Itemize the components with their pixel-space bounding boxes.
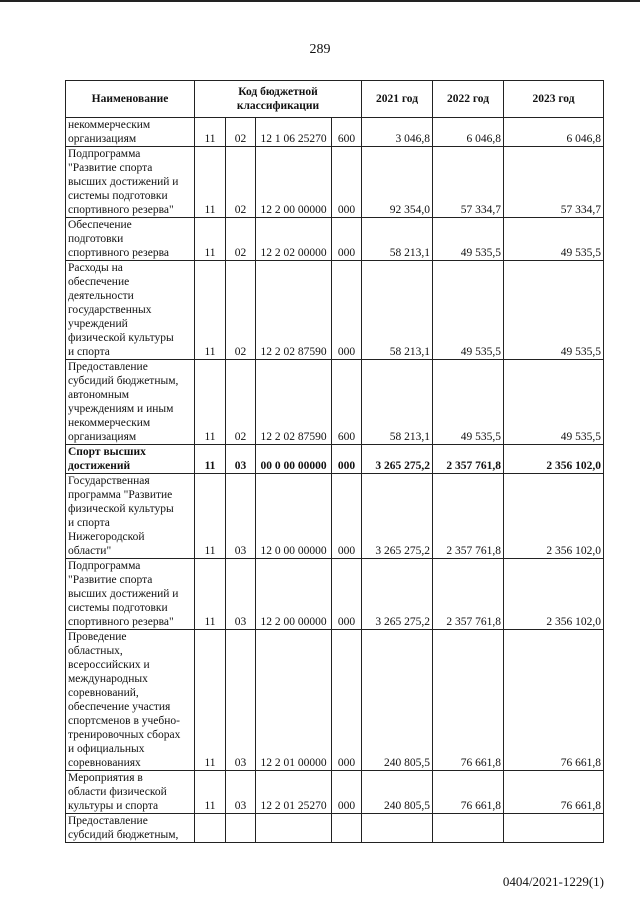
value-2023: 49 535,5 — [504, 261, 604, 360]
value-2022: 6 046,8 — [433, 118, 504, 147]
table-row — [66, 814, 604, 843]
code-subsection: 02 — [226, 118, 256, 147]
value-2021: 58 213,1 — [362, 360, 433, 445]
code-subsection: 02 — [226, 261, 256, 360]
value-2022: 57 334,7 — [433, 147, 504, 218]
code-target — [256, 814, 332, 843]
table-row — [66, 474, 604, 559]
code-expense-type: 600 — [332, 360, 362, 445]
code-target: 12 2 02 87590 — [256, 360, 332, 445]
value-2021: 3 046,8 — [362, 118, 433, 147]
document-code: 0404/2021-1229(1) — [502, 874, 604, 889]
value-2023: 49 535,5 — [504, 218, 604, 261]
code-subsection: 03 — [226, 559, 256, 630]
code-subsection: 02 — [226, 360, 256, 445]
code-section: 11 — [195, 147, 226, 218]
value-2023: 2 356 102,0 — [504, 474, 604, 559]
table-row — [66, 147, 604, 218]
row-name: Подпрограмма "Развитие спорта высших достижений и системы подготовки спортивного резерва" — [66, 559, 195, 630]
table-row — [66, 559, 604, 630]
row-name: Предоставление субсидий бюджетным, — [66, 814, 195, 843]
value-2023: 49 535,5 — [504, 360, 604, 445]
value-2021: 3 265 275,2 — [362, 474, 433, 559]
code-subsection: 03 — [226, 445, 256, 474]
value-2021: 92 354,0 — [362, 147, 433, 218]
code-subsection: 02 — [226, 218, 256, 261]
value-2022: 2 357 761,8 — [433, 559, 504, 630]
value-2021: 58 213,1 — [362, 218, 433, 261]
value-2021: 3 265 275,2 — [362, 445, 433, 474]
row-name: Подпрограмма "Развитие спорта высших достижений и системы подготовки спортивного резерва" — [66, 147, 195, 218]
code-section — [195, 814, 226, 843]
code-expense-type: 000 — [332, 445, 362, 474]
code-section: 11 — [195, 771, 226, 814]
code-expense-type: 000 — [332, 630, 362, 771]
value-2023: 2 356 102,0 — [504, 445, 604, 474]
row-name: некоммерческим организациям — [66, 118, 195, 147]
code-target: 12 2 00 00000 — [256, 147, 332, 218]
header-code: Код бюджетной классификации — [195, 81, 362, 118]
code-expense-type: 000 — [332, 218, 362, 261]
value-2021: 240 805,5 — [362, 630, 433, 771]
code-section: 11 — [195, 261, 226, 360]
code-target: 12 0 00 00000 — [256, 474, 332, 559]
code-section: 11 — [195, 474, 226, 559]
code-subsection: 03 — [226, 771, 256, 814]
code-expense-type: 000 — [332, 147, 362, 218]
page-number: 289 — [309, 42, 331, 57]
code-subsection: 03 — [226, 474, 256, 559]
row-name: Спорт высших достижений — [66, 445, 195, 474]
code-expense-type — [332, 814, 362, 843]
row-name: Обеспечение подготовки спортивного резерва — [66, 218, 195, 261]
budget-table — [65, 80, 604, 843]
value-2022: 76 661,8 — [433, 771, 504, 814]
table-row — [66, 118, 604, 147]
code-subsection — [226, 814, 256, 843]
header-row — [66, 81, 604, 118]
code-section: 11 — [195, 218, 226, 261]
header-name: Наименование — [66, 81, 195, 118]
row-name: Мероприятия в области физической культуры и спорта — [66, 771, 195, 814]
value-2023: 2 356 102,0 — [504, 559, 604, 630]
table-row — [66, 360, 604, 445]
code-section: 11 — [195, 118, 226, 147]
value-2021: 3 265 275,2 — [362, 559, 433, 630]
code-expense-type: 000 — [332, 474, 362, 559]
value-2022: 49 535,5 — [433, 261, 504, 360]
value-2023: 76 661,8 — [504, 630, 604, 771]
value-2023: 6 046,8 — [504, 118, 604, 147]
code-target: 12 2 02 00000 — [256, 218, 332, 261]
code-target: 12 2 01 25270 — [256, 771, 332, 814]
value-2023: 57 334,7 — [504, 147, 604, 218]
value-2022: 76 661,8 — [433, 630, 504, 771]
code-target: 12 2 01 00000 — [256, 630, 332, 771]
code-subsection: 03 — [226, 630, 256, 771]
code-section: 11 — [195, 360, 226, 445]
code-section: 11 — [195, 559, 226, 630]
value-2021: 240 805,5 — [362, 771, 433, 814]
value-2021 — [362, 814, 433, 843]
top-rule — [0, 0, 640, 2]
table-row — [66, 445, 604, 474]
value-2021: 58 213,1 — [362, 261, 433, 360]
table-body — [66, 118, 604, 843]
table-row — [66, 771, 604, 814]
header-2023: 2023 год — [504, 81, 604, 118]
code-expense-type: 000 — [332, 261, 362, 360]
value-2023 — [504, 814, 604, 843]
row-name: Предоставление субсидий бюджетным, автономным учреждениям и иным некоммерческим организациям — [66, 360, 195, 445]
table-row — [66, 630, 604, 771]
code-subsection: 02 — [226, 147, 256, 218]
row-name: Проведение областных, всероссийских и международных соревнований, обеспечение участия спортсменов в учебно- тренировочных сборах и официальных соревнованиях — [66, 630, 195, 771]
value-2022: 49 535,5 — [433, 360, 504, 445]
code-target: 00 0 00 00000 — [256, 445, 332, 474]
row-name: Государственная программа "Развитие физической культуры и спорта Нижегородской области" — [66, 474, 195, 559]
code-section: 11 — [195, 630, 226, 771]
value-2022: 2 357 761,8 — [433, 445, 504, 474]
code-target: 12 2 02 87590 — [256, 261, 332, 360]
value-2023: 76 661,8 — [504, 771, 604, 814]
table-row — [66, 218, 604, 261]
value-2022: 2 357 761,8 — [433, 474, 504, 559]
code-target: 12 2 00 00000 — [256, 559, 332, 630]
code-target: 12 1 06 25270 — [256, 118, 332, 147]
value-2022: 49 535,5 — [433, 218, 504, 261]
code-expense-type: 000 — [332, 771, 362, 814]
code-section: 11 — [195, 445, 226, 474]
code-expense-type: 000 — [332, 559, 362, 630]
value-2022 — [433, 814, 504, 843]
header-2022: 2022 год — [433, 81, 504, 118]
row-name: Расходы на обеспечение деятельности государственных учреждений физической культуры и спорта — [66, 261, 195, 360]
code-expense-type: 600 — [332, 118, 362, 147]
table-row — [66, 261, 604, 360]
header-2021: 2021 год — [362, 81, 433, 118]
